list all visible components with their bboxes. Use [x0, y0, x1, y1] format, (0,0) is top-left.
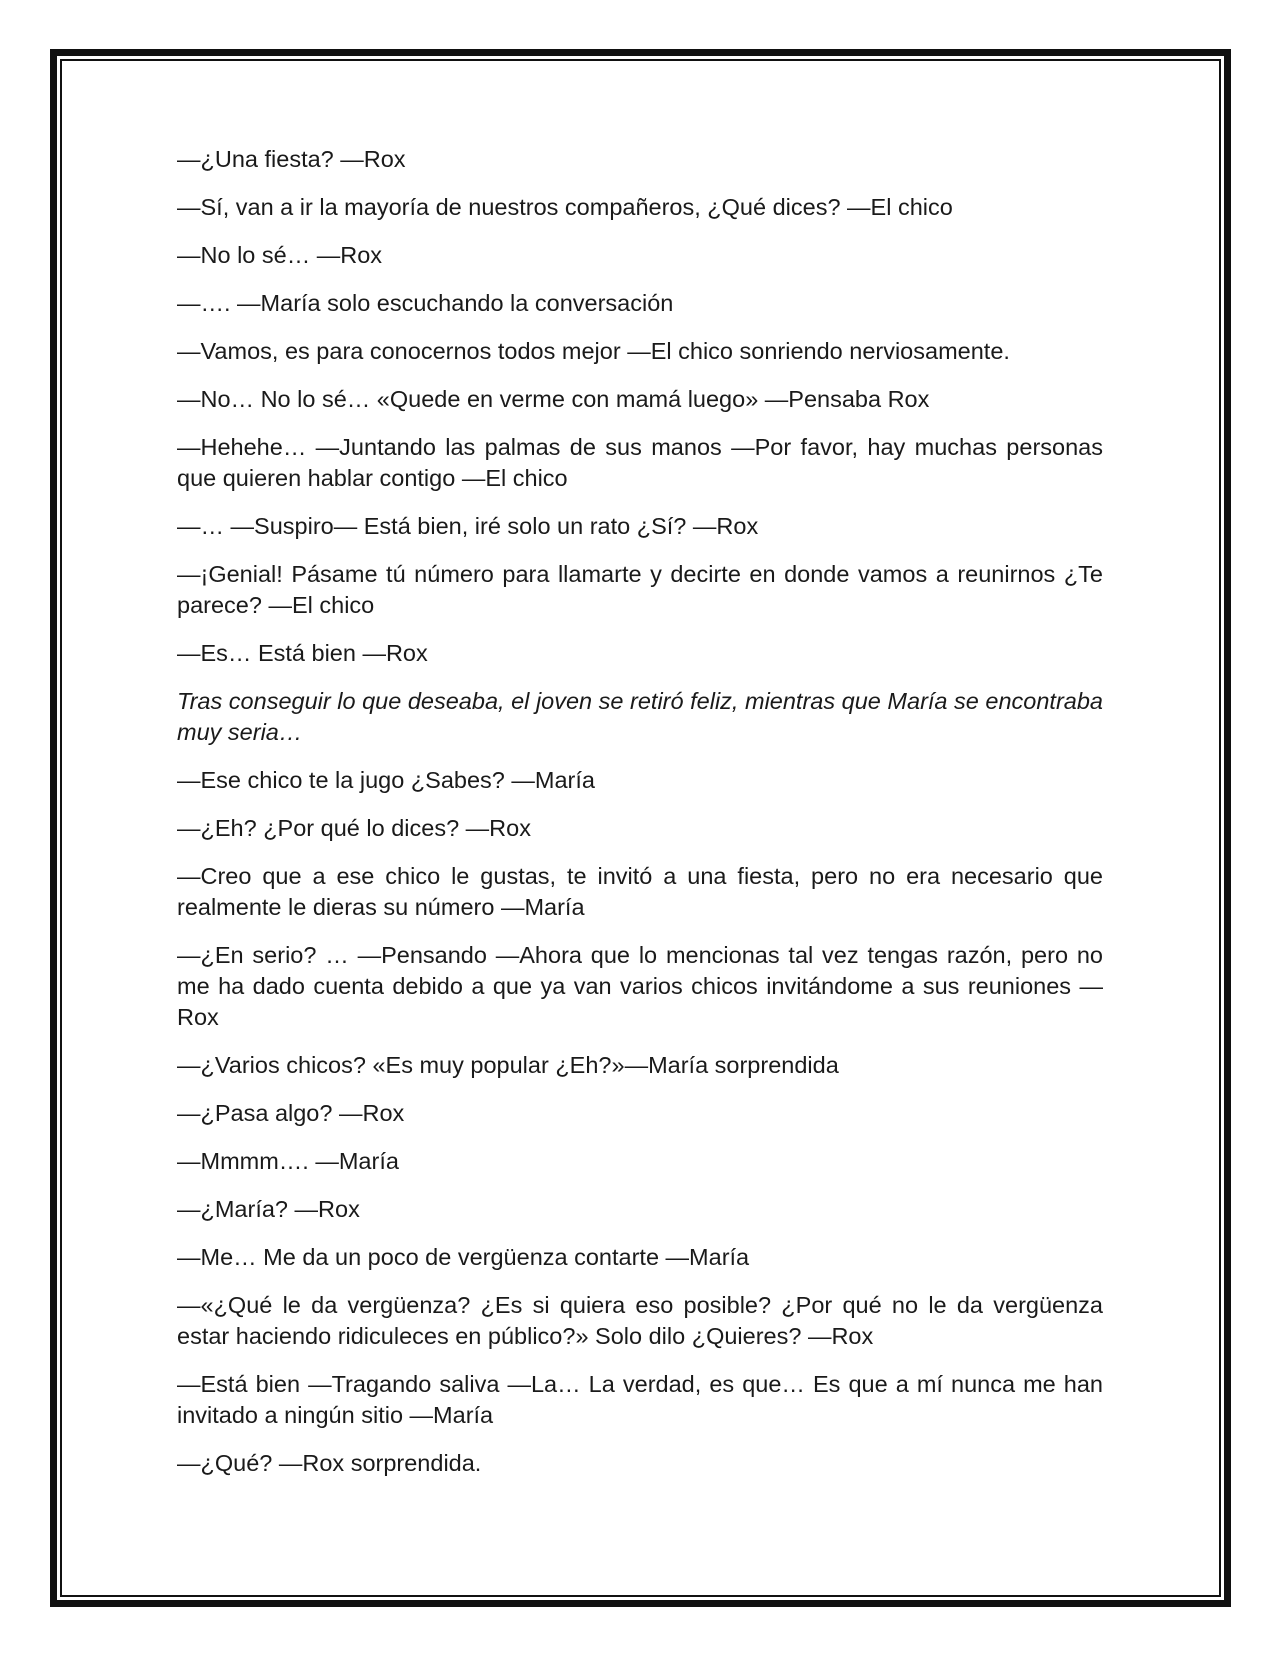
paragraph: —No lo sé… —Rox: [177, 242, 383, 268]
paragraph: —Es… Está bien —Rox: [177, 640, 428, 666]
paragraph: —¿Varios chicos? «Es muy popular ¿Eh?»—María sorprendida: [177, 1052, 839, 1078]
paragraph: —…. —María solo escuchando la conversación: [177, 290, 674, 316]
paragraph: —«¿Qué le da vergüenza? ¿Es si quiera eso posible? ¿Por qué no le da vergüenza estar haciendo ridiculeces en público?» Solo dilo ¿Quieres? —Rox: [177, 1292, 1103, 1349]
paragraph: —¿Qué? —Rox sorprendida.: [177, 1450, 482, 1476]
paragraph: —¿Una fiesta? —Rox: [177, 146, 406, 172]
paragraph: —Me… Me da un poco de vergüenza contarte —María: [177, 1244, 750, 1270]
narration-paragraph: Tras conseguir lo que deseaba, el joven se retiró feliz, mientras que María se encontraba muy seria…: [177, 688, 1103, 745]
paragraph: —No… No lo sé… «Quede en verme con mamá luego» —Pensaba Rox: [177, 386, 930, 412]
paragraph: —Mmmm…. —María: [177, 1148, 399, 1174]
paragraph: —¿María? —Rox: [177, 1196, 360, 1222]
paragraph: —¿Eh? ¿Por qué lo dices? —Rox: [177, 815, 531, 841]
paragraph: —Sí, van a ir la mayoría de nuestros compañeros, ¿Qué dices? —El chico: [177, 194, 953, 220]
paragraph: —Hehehe… —Juntando las palmas de sus manos —Por favor, hay muchas personas que quieren hablar contigo —El chico: [177, 434, 1103, 491]
paragraph: —Está bien —Tragando saliva —La… La verdad, es que… Es que a mí nunca me han invitado a ningún sitio —María: [177, 1371, 1103, 1428]
paragraph: —Creo que a ese chico le gustas, te invitó a una fiesta, pero no era necesario que realmente le dieras su número —María: [177, 863, 1103, 920]
story-text: [177, 144, 1103, 1496]
paragraph: —¿Pasa algo? —Rox: [177, 1100, 405, 1126]
paragraph: —Ese chico te la jugo ¿Sabes? —María: [177, 767, 595, 793]
paragraph: —… —Suspiro— Está bien, iré solo un rato ¿Sí? —Rox: [177, 513, 759, 539]
paragraph: —¡Genial! Pásame tú número para llamarte y decirte en donde vamos a reunirnos ¿Te parece? —El chico: [177, 561, 1103, 618]
paragraph: —¿En serio? … —Pensando —Ahora que lo mencionas tal vez tengas razón, pero no me ha dado cuenta debido a que ya van varios chicos invitándome a sus reuniones —Rox: [177, 942, 1103, 1030]
paragraph: —Vamos, es para conocernos todos mejor —El chico sonriendo nerviosamente.: [177, 338, 1010, 364]
